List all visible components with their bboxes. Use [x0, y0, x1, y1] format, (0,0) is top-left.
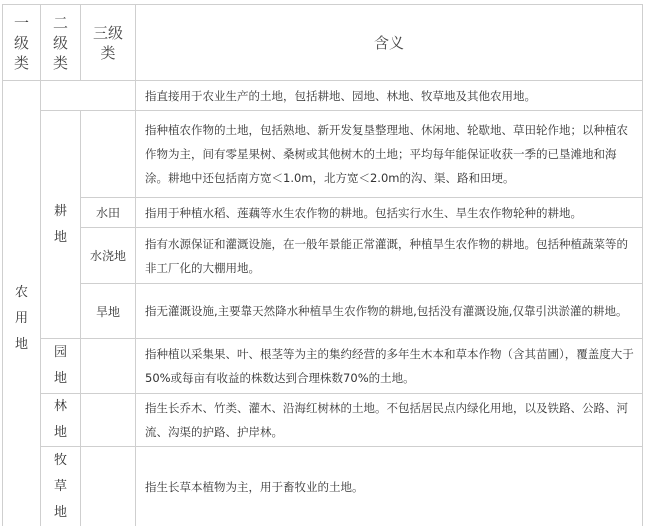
- header-meaning: 含义: [136, 5, 643, 81]
- empty-cell: [81, 447, 136, 526]
- table-row: [3, 447, 643, 526]
- category-garden: 园地: [41, 339, 81, 394]
- category-pasture: 牧草地: [41, 447, 81, 526]
- subcategory-irrigated: 水浇地: [81, 228, 136, 284]
- table-row: [3, 81, 643, 111]
- header-row: [3, 5, 643, 81]
- garden-desc: 指种植以采集果、叶、根茎等为主的集约经营的多年生木本和草本作物（含其苗圃），覆盖度大于50%或每亩有收益的株数达到合理株数70%的土地。: [136, 339, 643, 394]
- land-classification-table: [2, 4, 643, 526]
- subcategory-paddy: 水田: [81, 198, 136, 228]
- table-row: [3, 111, 643, 198]
- category-agri: 农用地: [3, 81, 41, 526]
- empty-cell: [81, 394, 136, 447]
- header-level1: 一级类: [3, 5, 41, 81]
- empty-cell: [81, 339, 136, 394]
- table-row: [3, 284, 643, 339]
- pasture-desc: 指生长草本植物为主，用于畜牧业的土地。: [136, 447, 643, 526]
- irrigated-desc: 指有水源保证和灌溉设施，在一般年景能正常灌溉，种植旱生农作物的耕地。包括种植蔬菜等的非工厂化的大棚用地。: [136, 228, 643, 284]
- forest-desc: 指生长乔木、竹类、灌木、沿海红树林的土地。不包括居民点内绿化用地，以及铁路、公路、河流、沟渠的护路、护岸林。: [136, 394, 643, 447]
- table-row: [3, 228, 643, 284]
- header-level2: 二级类: [41, 5, 81, 81]
- table-row: [3, 198, 643, 228]
- arable-desc: 指种植农作物的土地，包括熟地、新开发复垦整理地、休闲地、轮歇地、草田轮作地；以种植农作物为主，间有零星果树、桑树或其他树木的土地；平均每年能保证收获一季的已垦滩地和海涂。耕地中还包括南方宽＜1.0m，北方宽＜2.0m的沟、渠、路和田埂。: [136, 111, 643, 198]
- table-row: [3, 394, 643, 447]
- category-arable: 耕地: [41, 111, 81, 339]
- subcategory-dryland: 旱地: [81, 284, 136, 339]
- empty-cell: [41, 81, 136, 111]
- category-forest: 林地: [41, 394, 81, 447]
- header-level3: 三级类: [81, 5, 136, 81]
- table-row: [3, 339, 643, 394]
- empty-cell: [81, 111, 136, 198]
- paddy-desc: 指用于种植水稻、莲藕等水生农作物的耕地。包括实行水生、旱生农作物轮种的耕地。: [136, 198, 643, 228]
- dryland-desc: 指无灌溉设施,主要靠天然降水种植旱生农作物的耕地,包括没有灌溉设施,仅靠引洪淤灌的耕地。: [136, 284, 643, 339]
- agri-desc: 指直接用于农业生产的土地，包括耕地、园地、林地、牧草地及其他农用地。: [136, 81, 643, 111]
